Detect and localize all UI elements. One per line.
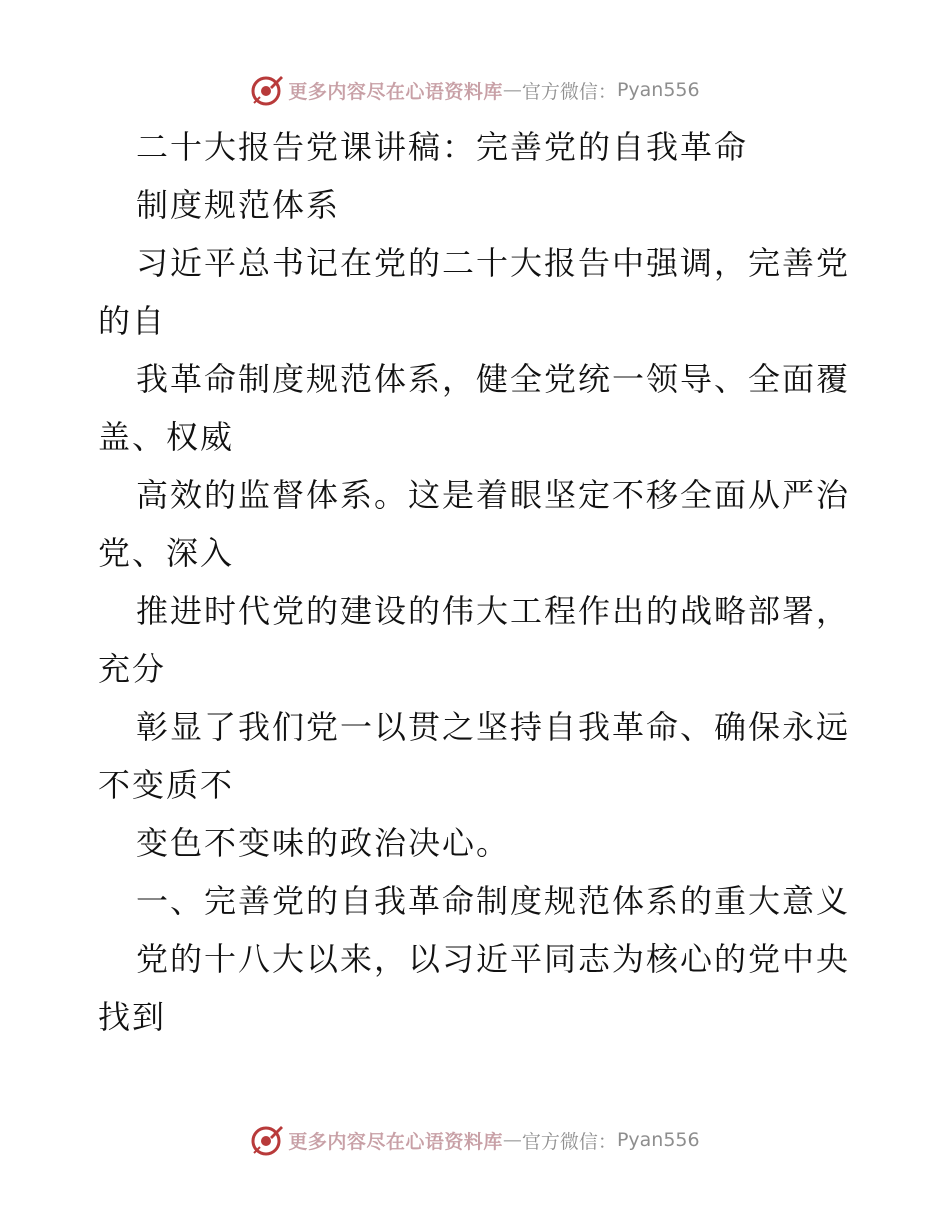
doc-line: 彰显了我们党一以贯之坚持自我革命、确保永远 (136, 708, 851, 746)
doc-line: 推进时代党的建设的伟大工程作出的战略部署， (136, 592, 851, 630)
quill-logo-icon (250, 73, 284, 107)
footer-separator: — (502, 1129, 522, 1151)
doc-line: 充分 (98, 650, 167, 688)
doc-line: 的自 (98, 302, 167, 340)
doc-line: 二十大报告党课讲稿：完善党的自我革命 (136, 128, 749, 166)
header-brand-text: 更多内容尽在心语资料库 (288, 80, 503, 103)
header-official-label: 官方微信： (521, 80, 617, 103)
footer-wechat-id: Pyan556 (616, 1129, 700, 1151)
quill-logo-icon (250, 1123, 284, 1157)
footer-brand-text: 更多内容尽在心语资料库 (288, 1130, 503, 1153)
doc-line: 变色不变味的政治决心。 (136, 824, 511, 862)
document-body (98, 118, 858, 1046)
footer-watermark (0, 1120, 950, 1160)
doc-line: 党、深入 (98, 534, 235, 572)
doc-line: 制度规范体系 (136, 186, 341, 224)
header-separator: — (502, 79, 522, 101)
doc-line: 盖、权威 (98, 418, 235, 456)
doc-line: 一、完善党的自我革命制度规范体系的重大意义 (136, 882, 851, 920)
doc-line: 高效的监督体系。这是着眼坚定不移全面从严治 (136, 476, 851, 514)
header-watermark (0, 70, 950, 110)
doc-line: 找到 (98, 998, 167, 1036)
doc-line: 党的十八大以来，以习近平同志为核心的党中央 (136, 940, 851, 978)
doc-line: 不变质不 (98, 766, 235, 804)
header-wechat-id: Pyan556 (616, 79, 700, 101)
doc-line: 习近平总书记在党的二十大报告中强调，完善党 (136, 244, 851, 282)
footer-official-label: 官方微信： (521, 1130, 617, 1153)
doc-line: 我革命制度规范体系，健全党统一领导、全面覆 (136, 360, 851, 398)
